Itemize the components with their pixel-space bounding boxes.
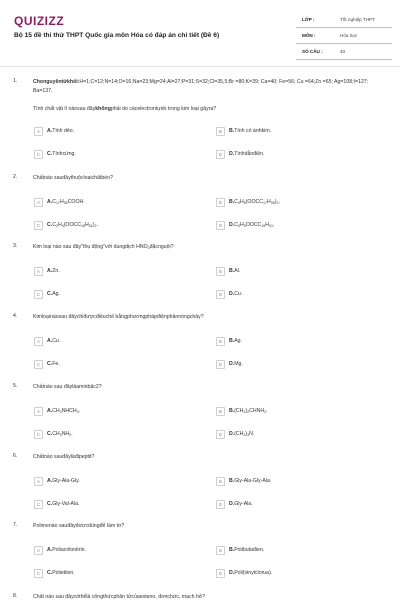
option-letter-box: A xyxy=(34,337,43,346)
option-letter-box: A xyxy=(34,198,43,207)
option-label: D. xyxy=(229,291,235,297)
option-d[interactable] xyxy=(216,288,242,300)
option-letter-box: B xyxy=(216,267,225,276)
option-value: $C_{17}H_{35}COOH$. xyxy=(52,199,85,205)
option-label: C. xyxy=(47,431,53,437)
option-a[interactable] xyxy=(34,475,80,487)
option-value: Ag. xyxy=(234,338,242,344)
option-value: Poliacrilonitrin. xyxy=(52,547,86,553)
question-number: 2. xyxy=(13,174,18,180)
option-letter-box: C xyxy=(34,500,43,509)
option-label: A. xyxy=(47,547,53,553)
option-label: A. xyxy=(47,128,53,134)
option-text xyxy=(47,431,73,437)
option-label: D. xyxy=(229,570,235,576)
option-label: A. xyxy=(47,408,53,414)
option-d[interactable] xyxy=(216,498,253,510)
option-letter-box: D xyxy=(216,569,225,578)
option-value: $C_3H_5(OOCC_{17}H_{35})_3$. xyxy=(234,199,280,205)
option-letter-box: D xyxy=(216,150,225,159)
option-text xyxy=(229,151,264,157)
question-stem: Chất nào sau đâycóthểlà côngthứcphân tửcủaesteno, đơnchức, mạch hở? xyxy=(33,594,206,600)
meta-label: SỐ CÂU : xyxy=(302,49,323,54)
option-label: C. xyxy=(47,222,53,228)
option-text xyxy=(47,501,79,507)
option-label: C. xyxy=(47,501,53,507)
option-d[interactable] xyxy=(216,219,274,231)
option-value: $CH_3NH_2$. xyxy=(52,431,73,437)
option-b[interactable] xyxy=(216,405,268,417)
question-stem xyxy=(33,105,385,114)
option-c[interactable] xyxy=(34,428,73,440)
quizizz-logo: QUIZIZZ xyxy=(14,14,65,28)
option-value: Tínhcứng. xyxy=(52,151,76,157)
option-letter-box: D xyxy=(216,430,225,439)
option-label: D. xyxy=(229,501,235,507)
option-value: Al. xyxy=(234,268,241,274)
option-value: Gly-Ala-Gly. xyxy=(52,478,80,484)
option-c[interactable] xyxy=(34,219,98,231)
question-number: 3. xyxy=(13,243,18,249)
question-intro xyxy=(33,78,385,96)
option-letter-box: D xyxy=(216,500,225,509)
option-text xyxy=(47,291,60,297)
option-d[interactable] xyxy=(216,358,243,370)
option-letter-box: A xyxy=(34,546,43,555)
option-text xyxy=(229,431,254,437)
option-label: A. xyxy=(47,478,53,484)
intro-bold: Chonguyêntửkhối: xyxy=(33,79,80,85)
option-a[interactable] xyxy=(34,125,74,137)
option-label: D. xyxy=(229,361,235,367)
question-stem: Chấtnào sauđâylàđipeptit? xyxy=(33,454,95,460)
option-text xyxy=(47,408,80,414)
option-label: C. xyxy=(47,361,53,367)
option-label: C. xyxy=(47,570,53,576)
option-label: B. xyxy=(229,408,235,414)
option-b[interactable] xyxy=(216,265,240,277)
option-value: Polietilen. xyxy=(52,570,75,576)
meta-value: Tốt nghiệp THPT xyxy=(340,17,375,22)
question-number: 4. xyxy=(13,313,18,319)
option-label: C. xyxy=(47,291,53,297)
option-text xyxy=(47,151,76,157)
option-b[interactable] xyxy=(216,196,280,208)
option-text xyxy=(229,128,271,134)
option-value: Ag. xyxy=(52,291,60,297)
option-value: Fe. xyxy=(52,361,60,367)
option-letter-box: C xyxy=(34,569,43,578)
option-label: C. xyxy=(47,151,53,157)
option-text xyxy=(47,199,85,205)
option-letter-box: C xyxy=(34,221,43,230)
option-text xyxy=(229,268,240,274)
option-a[interactable] xyxy=(34,405,80,417)
option-text xyxy=(47,222,98,228)
option-c[interactable] xyxy=(34,567,75,579)
option-value: Poli(vinylclorua). xyxy=(234,570,273,576)
option-letter-box: D xyxy=(216,290,225,299)
meta-table xyxy=(296,12,392,60)
option-label: B. xyxy=(229,478,235,484)
option-label: B. xyxy=(229,547,235,553)
option-value: Zn. xyxy=(52,268,60,274)
option-value: $CH_3NHCH_3$. xyxy=(52,408,81,414)
option-value: Gly-Ala. xyxy=(234,501,253,507)
option-letter-box: A xyxy=(34,407,43,416)
document-header xyxy=(0,0,400,62)
option-b[interactable] xyxy=(216,125,271,137)
option-letter-box: B xyxy=(216,477,225,486)
header-divider xyxy=(0,66,400,67)
option-value: Tínhdẫnđiện. xyxy=(234,151,265,157)
option-value: Cu. xyxy=(234,291,243,297)
option-letter-box: B xyxy=(216,407,225,416)
meta-row-count xyxy=(296,44,392,60)
option-value: Polibutađien. xyxy=(234,547,265,553)
option-text xyxy=(229,501,253,507)
meta-row-subject xyxy=(296,28,392,44)
option-b[interactable] xyxy=(216,544,264,556)
meta-label: MÔN : xyxy=(302,33,316,38)
option-letter-box: C xyxy=(34,150,43,159)
document-title: Bộ 15 đề thi thử THPT Quốc gia môn Hóa có đáp án chi tiết (Đề 6) xyxy=(14,32,220,39)
option-text xyxy=(229,361,243,367)
option-label: B. xyxy=(229,199,235,205)
option-value: Cu. xyxy=(52,338,61,344)
stem-part: phải do cácelectrontựdo trong kim loại gâyra? xyxy=(110,106,217,112)
option-text xyxy=(229,408,268,414)
question-number: 5. xyxy=(13,383,18,389)
question-stem: Kim loại nào sau đây"thụ động"với dungdịch $HNO_3đặcnguội$? xyxy=(33,244,174,250)
question-stem: Kimloạinàosau đâychỉđượcđiềuchế bằngphươngphápđiệnphânnóngchảy? xyxy=(33,314,204,320)
option-text xyxy=(229,570,272,576)
option-value: Tính có ánhkim. xyxy=(234,128,272,134)
option-d[interactable] xyxy=(216,428,254,440)
meta-label: LỚP : xyxy=(302,17,315,22)
option-c[interactable] xyxy=(34,498,79,510)
question-stem: Chấtnào sau đâylàaminbậc2? xyxy=(33,384,102,390)
option-d[interactable] xyxy=(216,148,264,160)
option-value: Gly-Ala-Gly-Ala. xyxy=(234,478,272,484)
option-c[interactable] xyxy=(34,288,60,300)
option-letter-box: A xyxy=(34,267,43,276)
option-letter-box: C xyxy=(34,360,43,369)
option-c[interactable] xyxy=(34,148,76,160)
stem-part: Tính chất vật lí nàosau đây xyxy=(33,106,96,112)
option-a[interactable] xyxy=(34,196,85,208)
question-number: 1. xyxy=(13,78,18,84)
option-c[interactable] xyxy=(34,358,60,370)
question-stem: Chấtnào sauđâythuộcloạichấtbéo? xyxy=(33,175,113,181)
option-text xyxy=(47,338,60,344)
option-value: $C_2H_4(OOCC_{15}H_{31})_2$. xyxy=(52,222,98,228)
option-text xyxy=(229,478,271,484)
option-value: Gly-Val-Ala. xyxy=(52,501,80,507)
option-label: A. xyxy=(47,338,53,344)
option-label: B. xyxy=(229,338,235,344)
option-b[interactable] xyxy=(216,475,271,487)
question-number: 7. xyxy=(13,522,18,528)
option-text xyxy=(229,338,242,344)
option-text xyxy=(229,199,280,205)
option-b[interactable] xyxy=(216,335,242,347)
option-value: $C_3H_5OOCC_{15}H_{31}$. xyxy=(234,222,275,228)
option-a[interactable] xyxy=(34,544,86,556)
option-label: D. xyxy=(229,151,235,157)
intro-text: H=1;C=12;N=14;O=16;Na=23;Mg=24;Al=27;P=31;S=32;Cl=35,5;Br =80;K=39; Ca=40; Fe=56; Cu =64;Zn =65; Ag=108;I=127; Ba=137. xyxy=(33,79,369,94)
option-text xyxy=(47,547,86,553)
option-label: B. xyxy=(229,128,235,134)
option-letter-box: C xyxy=(34,290,43,299)
option-text xyxy=(47,128,74,134)
option-text xyxy=(47,361,60,367)
stem-emphasis: không xyxy=(95,106,111,112)
option-letter-box: A xyxy=(34,477,43,486)
option-value: $(CH_3)_3N$. xyxy=(234,431,255,437)
option-text xyxy=(229,291,242,297)
option-value: Tính dẻo. xyxy=(52,128,75,134)
option-letter-box: B xyxy=(216,198,225,207)
question-number: 8. xyxy=(13,593,18,599)
option-text xyxy=(47,570,75,576)
option-label: A. xyxy=(47,268,53,274)
option-label: D. xyxy=(229,222,235,228)
option-value: Mg. xyxy=(234,361,243,367)
option-letter-box: B xyxy=(216,546,225,555)
option-letter-box: A xyxy=(34,127,43,136)
option-letter-box: C xyxy=(34,430,43,439)
meta-value: 40 xyxy=(340,49,346,54)
option-letter-box: D xyxy=(216,360,225,369)
option-letter-box: D xyxy=(216,221,225,230)
option-text xyxy=(229,547,264,553)
option-letter-box: B xyxy=(216,337,225,346)
question-stem: Polimenào sauđâyđượcdùngđể làm tơ? xyxy=(33,523,125,529)
question-number: 6. xyxy=(13,453,18,459)
meta-row-class xyxy=(296,12,392,28)
option-label: A. xyxy=(47,199,53,205)
option-label: D. xyxy=(229,431,235,437)
option-a[interactable] xyxy=(34,265,60,277)
option-text xyxy=(47,268,60,274)
option-letter-box: B xyxy=(216,127,225,136)
meta-value: Hóa học xyxy=(340,33,358,38)
option-value: $(CH_3)_2CHNH_2$. xyxy=(234,408,268,414)
option-d[interactable] xyxy=(216,567,272,579)
option-text xyxy=(47,478,80,484)
option-a[interactable] xyxy=(34,335,60,347)
option-label: B. xyxy=(229,268,235,274)
option-text xyxy=(229,222,274,228)
